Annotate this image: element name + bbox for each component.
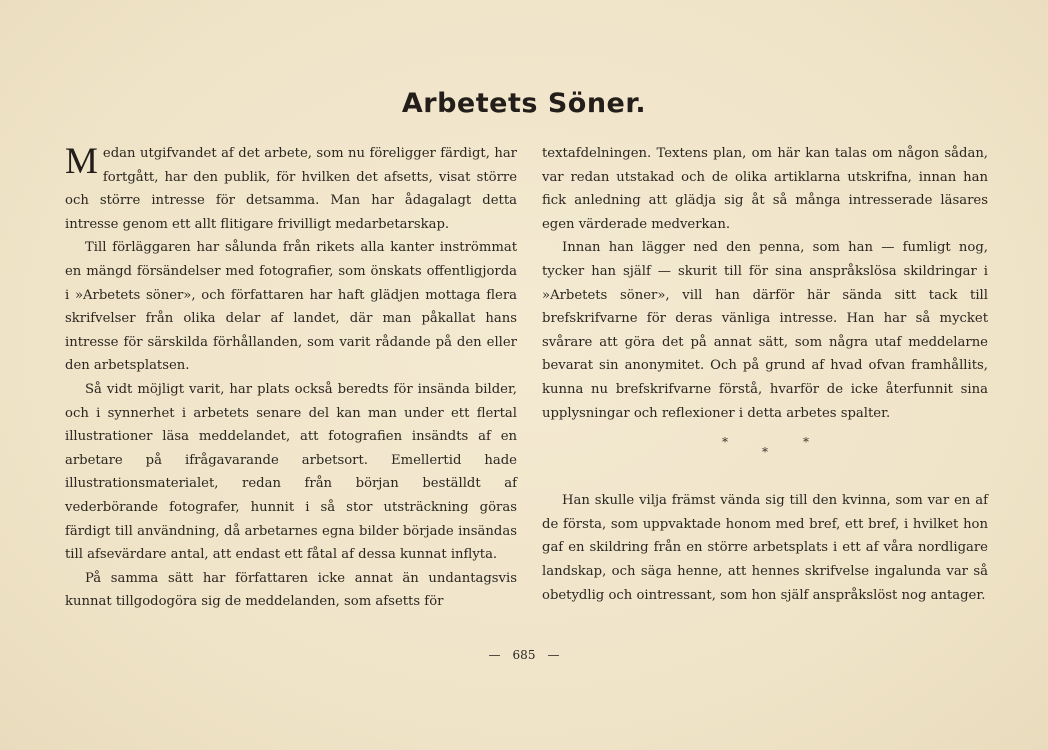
asterisk: * [722, 435, 728, 450]
paragraph: Han skulle vilja främst vända sig till den kvinna, som var en af de första, som uppvaktade honom med bref, ett bref, i hvilket hon gaf en skildring från en större arbetsplats i ett af våra nordligare landskap, och säga henne, att hennes skrifvelse ingalunda var så obetydlig och ointressant, som hon själf anspråkslöst nog antager. [542, 493, 988, 603]
paragraph: Så vidt möjligt varit, har plats också beredts för insända bilder, och i synnerhet i arbetets senare del kan man under ett flertal illustrationer läsa meddelandet, att fotografien insändts af en arbetare på ifrågavarande arbetsort. Emellertid hade illustrationsmaterialet, redan från början beställdt af vederbörande fotografer, hunnit i så stor utsträckning göras färdigt till användning, då arbetarnes egna bilder började insändas till afsevärdare antal, att endast ett fåtal af dessa kunnat inflyta. [65, 381, 517, 563]
drop-cap: M [65, 141, 98, 182]
right-column [542, 142, 988, 607]
paragraph: Till förläggaren har sålunda från rikets alla kanter inströmmat en mängd försändelser med fotografier, som önskats offentligjorda i »Arbetets söner», och författaren har haft glädjen mottaga flera skrifvelser från olika delar af landet, där man påkallat hans intresse för särskilda förhållanden, som varit rådande på den eller den arbetsplatsen. [65, 240, 517, 374]
folio-dash-right: — [547, 648, 560, 662]
folio-dash-left: — [488, 648, 501, 662]
asterisk: * [762, 445, 768, 460]
left-column [65, 142, 517, 614]
page-number [0, 648, 1048, 662]
page-title: Arbetets Söner. [401, 88, 647, 119]
asterisk: * [803, 435, 809, 450]
paragraph: Innan han lägger ned den penna, som han — fumligt nog, tycker han själf — skurit till för sina anspråkslösa skildringar i »Arbetets söner», vill han därför här sända sitt tack till brefskrifvarne för deras vänliga intresse. Han har så mycket svårare att göra det på annat sätt, som några utaf meddelarne bevarat sin anonymitet. Och på grund af hvad ofvan framhållits, kunna nu brefskrifvarne förstå, hvarför de icke återfunnit sina upplysningar och reflexioner i detta arbetes spalter. [542, 240, 988, 421]
section-separator [542, 429, 988, 479]
paragraph [65, 142, 517, 236]
paragraph: På samma sätt har författaren icke annat än undantagsvis kunnat tillgodogöra sig de meddelanden, som afsetts för [65, 570, 517, 610]
folio-number: 685 [512, 648, 536, 662]
paragraph: textafdelningen. Textens plan, om här kan talas om någon sådan, var redan utstakad och de olika artiklarna utskrifna, innan han fick anledning att glädja sig åt så många intresserade läsares egen värderade medverkan. [542, 146, 988, 232]
paragraph-text: edan utgifvandet af det arbete, som nu föreligger färdigt, har fortgått, har den publik, för hvilken det afsetts, visat större och större intresse för detsamma. Man har ådagalagt detta intresse genom ett allt flitigare frivilligt medarbetarskap. [65, 146, 517, 232]
